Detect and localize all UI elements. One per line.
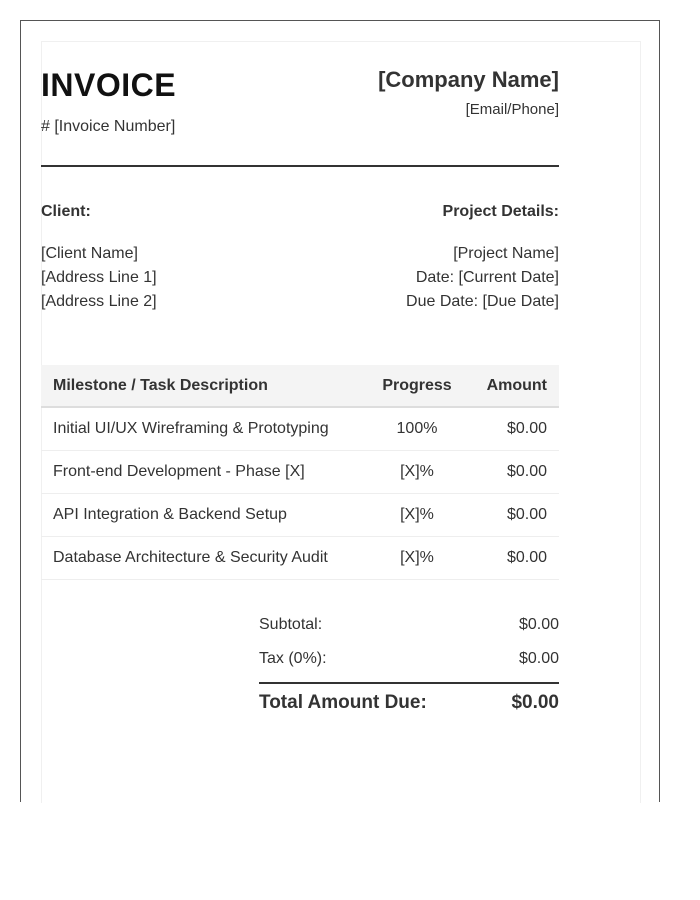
table-row xyxy=(41,536,559,579)
parties-section xyxy=(41,167,559,365)
row-amount: $0.00 xyxy=(467,536,559,579)
due-date: Due Date: [Due Date] xyxy=(406,293,559,310)
project-name: [Project Name] xyxy=(453,245,559,262)
client-heading: Client: xyxy=(41,203,91,220)
client-block xyxy=(41,202,157,314)
header-description: Milestone / Task Description xyxy=(41,365,367,407)
project-block xyxy=(406,202,559,314)
row-amount: $0.00 xyxy=(467,493,559,536)
row-amount: $0.00 xyxy=(467,450,559,493)
row-amount: $0.00 xyxy=(467,407,559,450)
subtotal-row xyxy=(259,608,559,642)
total-due-label: Total Amount Due: xyxy=(259,691,427,713)
table-row xyxy=(41,493,559,536)
totals-section xyxy=(259,608,559,726)
company-name: [Company Name] xyxy=(378,67,559,92)
row-progress: [X]% xyxy=(367,536,467,579)
subtotal-value: $0.00 xyxy=(518,615,559,633)
header-progress: Progress xyxy=(367,365,467,407)
tax-label: Tax (0%): xyxy=(259,649,327,667)
invoice-header xyxy=(41,41,559,167)
row-description: Initial UI/UX Wireframing & Prototyping xyxy=(41,407,367,450)
row-progress: 100% xyxy=(367,407,467,450)
client-address-line-1: [Address Line 1] xyxy=(41,269,157,286)
invoice-date: Date: [Current Date] xyxy=(415,269,559,286)
row-progress: [X]% xyxy=(367,450,467,493)
row-description: API Integration & Backend Setup xyxy=(41,493,367,536)
company-contact: [Email/Phone] xyxy=(465,101,559,118)
row-progress: [X]% xyxy=(367,493,467,536)
table-header-row xyxy=(41,365,559,407)
row-description: Database Architecture & Security Audit xyxy=(41,536,367,579)
invoice-title: INVOICE xyxy=(41,67,177,103)
project-heading: Project Details: xyxy=(442,203,559,220)
invoice-number: # [Invoice Number] xyxy=(41,118,176,135)
tax-value: $0.00 xyxy=(518,649,559,667)
client-name: [Client Name] xyxy=(41,245,138,262)
table-row xyxy=(41,407,559,450)
total-due-row xyxy=(259,682,559,726)
line-items-table xyxy=(41,365,559,580)
row-description: Front-end Development - Phase [X] xyxy=(41,450,367,493)
table-row xyxy=(41,450,559,493)
header-amount: Amount xyxy=(467,365,559,407)
invoice-content xyxy=(41,41,559,726)
tax-row xyxy=(259,642,559,676)
subtotal-label: Subtotal: xyxy=(259,615,323,633)
client-address-line-2: [Address Line 2] xyxy=(41,293,157,310)
total-due-value: $0.00 xyxy=(511,691,559,713)
